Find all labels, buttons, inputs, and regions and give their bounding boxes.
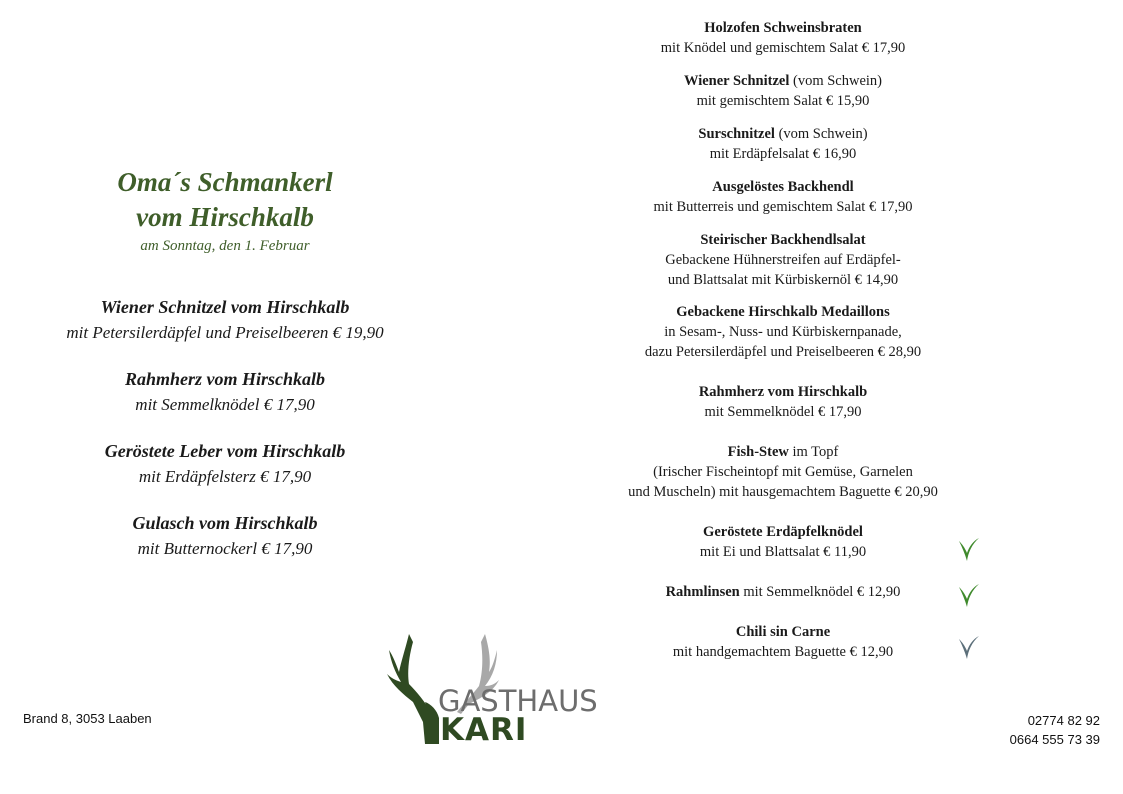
menu-item-line: und Blattsalat mit Kürbiskernöl € 14,90	[667, 272, 899, 288]
menu-item-title	[583, 622, 983, 642]
menu-item	[583, 71, 983, 111]
menu-item-line: mit handgemachtem Baguette € 12,90	[672, 644, 894, 660]
vegan-leaf-icon	[956, 633, 982, 661]
dish-name: Rahmherz vom Hirschkalb	[124, 369, 326, 389]
mobile-number: 0664 555 73 39	[1009, 732, 1100, 747]
menu-item-line: und Muscheln) mit hausgemachtem Baguette € 20,90	[628, 484, 938, 500]
menu-item-title	[583, 230, 983, 250]
menu-item-line: mit Semmelknödel € 17,90	[704, 404, 862, 420]
footer-phones	[1010, 711, 1100, 749]
logo-word-gasthaus: GASTHAUS	[438, 684, 598, 718]
special-dish-list	[0, 295, 450, 561]
menu-item	[583, 582, 983, 602]
menu-item-line: mit Ei und Blattsalat € 11,90	[699, 544, 867, 560]
special-dish	[0, 439, 450, 489]
vegetarian-leaf-icon	[956, 535, 982, 563]
footer-address: Brand 8, 3053 Laaben	[23, 711, 152, 726]
menu-item-line: mit Erdäpfelsalat € 16,90	[709, 146, 857, 162]
menu-item-name: Rahmlinsen	[665, 584, 740, 600]
special-dish	[0, 367, 450, 417]
dish-name: Gulasch vom Hirschkalb	[132, 513, 318, 533]
menu-item-suffix: (vom Schwein)	[789, 73, 882, 89]
special-title	[0, 165, 450, 235]
menu-item-title	[583, 382, 983, 402]
menu-item-title	[583, 442, 983, 462]
menu-item-title	[583, 177, 983, 197]
menu-item	[583, 442, 983, 502]
menu-item-name: Holzofen Schweinsbraten	[704, 20, 862, 36]
phone-number: 02774 82 92	[1027, 713, 1100, 728]
menu-item-name: Wiener Schnitzel	[683, 73, 790, 89]
dish-description: mit Petersilerdäpfel und Preiselbeeren € 19,90	[66, 323, 384, 342]
menu-item-name: Gebackene Hirschkalb Medaillons	[676, 304, 890, 320]
menu-item-line: mit Butterreis und gemischtem Salat € 17,90	[653, 199, 913, 215]
special-dish	[0, 295, 450, 345]
dish-name: Geröstete Leber vom Hirschkalb	[104, 441, 346, 461]
menu-item-line: mit Knödel und gemischtem Salat € 17,90	[660, 40, 906, 56]
menu-item-name: Fish-Stew	[727, 444, 789, 460]
menu-item-name: Surschnitzel	[698, 126, 775, 142]
menu-item-line: in Sesam-, Nuss- und Kürbiskernpanade,	[664, 324, 902, 340]
menu-item-line: dazu Petersilerdäpfel und Preiselbeeren € 28,90	[644, 344, 922, 360]
menu-item-title	[583, 18, 983, 38]
menu-item-suffix: im Topf	[788, 444, 839, 460]
menu-item-line: mit gemischtem Salat € 15,90	[696, 93, 870, 109]
menu-item-title	[583, 582, 983, 602]
menu-item	[583, 522, 983, 562]
menu-item	[583, 18, 983, 58]
menu-item	[583, 124, 983, 164]
dish-description: mit Erdäpfelsterz € 17,90	[138, 467, 312, 486]
logo-word-kari: KARI	[440, 712, 528, 748]
special-title-line1: Oma´s Schmankerl	[117, 167, 333, 197]
menu-item-name: Steirischer Backhendlsalat	[700, 232, 866, 248]
menu-item	[583, 230, 983, 290]
menu-item	[583, 382, 983, 422]
menu-item-title	[583, 71, 983, 91]
special-date: am Sonntag, den 1. Februar	[140, 238, 310, 254]
special-section	[0, 165, 450, 583]
special-dish	[0, 511, 450, 561]
menu-item	[583, 302, 983, 362]
menu-section	[583, 18, 983, 662]
dish-description: mit Butternockerl € 17,90	[137, 539, 313, 558]
special-title-line2: vom Hirschkalb	[136, 202, 314, 232]
dish-description: mit Semmelknödel € 17,90	[135, 395, 315, 414]
menu-item-suffix: mit Semmelknödel € 12,90	[739, 584, 901, 600]
menu-item-suffix: (vom Schwein)	[774, 126, 868, 142]
menu-item-line: (Irischer Fischeintopf mit Gemüse, Garnelen	[653, 464, 913, 480]
menu-item	[583, 177, 983, 217]
menu-item-title	[583, 302, 983, 322]
menu-item	[583, 622, 983, 662]
menu-item-line: Gebackene Hühnerstreifen auf Erdäpfel-	[665, 252, 901, 268]
menu-item-name: Ausgelöstes Backhendl	[712, 179, 854, 195]
menu-item-title	[583, 522, 983, 542]
menu-item-name: Geröstete Erdäpfelknödel	[703, 524, 863, 540]
menu-item-name: Rahmherz vom Hirschkalb	[698, 384, 868, 400]
dish-name: Wiener Schnitzel vom Hirschkalb	[100, 297, 350, 317]
menu-item-name: Chili sin Carne	[735, 624, 831, 640]
menu-item-title	[583, 124, 983, 144]
gasthaus-logo	[385, 632, 605, 747]
vegetarian-leaf-icon	[956, 581, 982, 609]
